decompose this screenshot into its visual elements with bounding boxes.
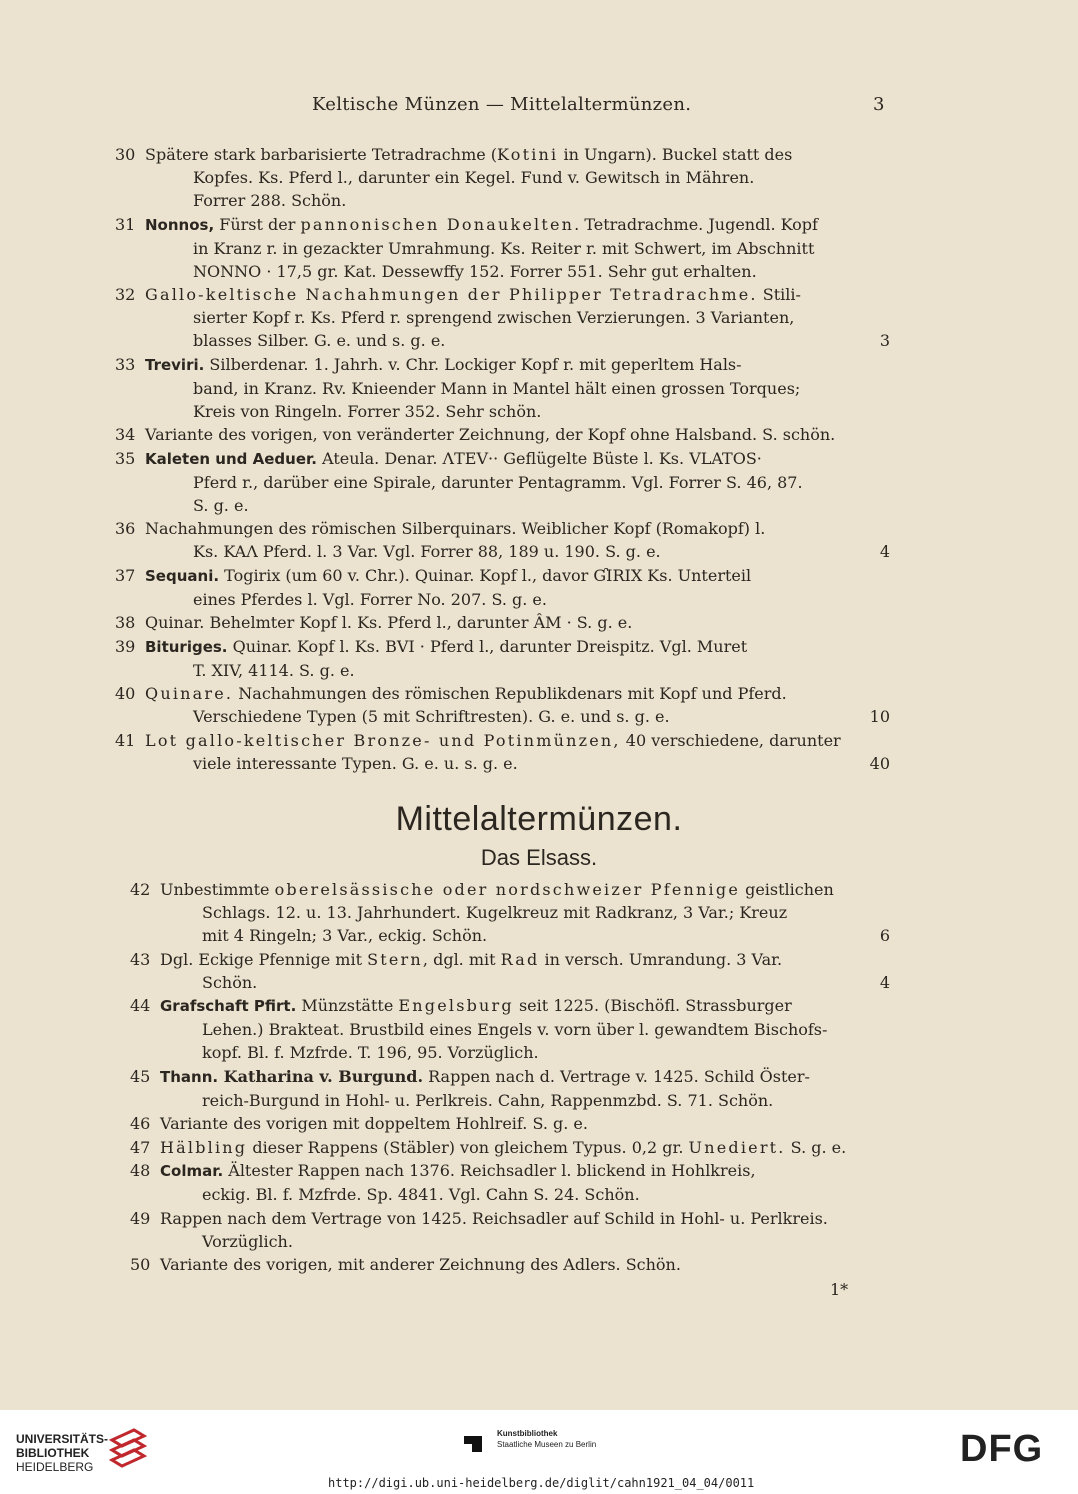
entry-line	[0, 189, 1078, 212]
entry-number: 50	[130, 1255, 151, 1274]
entry-line	[0, 447, 1078, 471]
entry-line	[0, 1136, 1078, 1159]
entry-number: 41	[115, 730, 136, 750]
entry-line	[0, 353, 1078, 377]
entry-text: Variante des vorigen, von veränderter Zeichnung, der Kopf ohne Halsband. S. schön.	[145, 425, 836, 444]
entry-text: eines Pferdes l. Vgl. Forrer No. 207. S. g. e.	[193, 589, 547, 609]
entry-text: Stili-	[757, 285, 801, 304]
entry-text: Grafschaft Pfirt.	[160, 997, 297, 1015]
catalogue-entry	[0, 1065, 1078, 1112]
footer-bar	[0, 1410, 1078, 1494]
entry-line	[0, 1230, 1078, 1253]
entry-line	[0, 306, 1078, 329]
entry-number: 40	[115, 684, 136, 703]
entry-line	[0, 948, 1078, 971]
entry-text: Hälbling	[160, 1137, 248, 1157]
entry-line	[0, 878, 1078, 901]
entry-text: Kaleten und Aeduer.	[145, 449, 317, 468]
entry-line	[0, 329, 1078, 352]
entry-text: Quinar. Kopf l. Ks. BVI · Pferd l., darunter Dreispitz. Vgl. Muret	[227, 636, 748, 656]
entry-text: Gallo-keltische Nachahmungen der Philipper Tetradrachme.	[145, 285, 758, 304]
entry-line	[0, 143, 1078, 166]
entry-text: Treviri.	[145, 355, 205, 374]
entry-text: oberelsässische oder nordschweizer Pfennige	[274, 880, 740, 899]
entry-text: Engelsburg	[398, 996, 514, 1015]
entry-text: . Tetradrachme. Jugendl. Kopf	[574, 214, 818, 234]
entry-text: , dgl. mit	[422, 949, 501, 969]
catalogue-entry	[0, 423, 1078, 446]
entry-line	[0, 213, 1078, 237]
entry-text: in Ungarn). Buckel statt des	[558, 145, 793, 164]
entry-line	[0, 1089, 1078, 1112]
entry-line	[0, 564, 1078, 588]
entry-text: Ältester Rappen nach 1376. Reichsadler l. blickend in Hohlkreis,	[223, 1161, 756, 1180]
catalogue-entries-alsace	[0, 878, 1078, 1277]
catalogue-entry	[0, 564, 1078, 611]
entry-number: 48	[130, 1161, 151, 1180]
catalogue-entry	[0, 1207, 1078, 1253]
entry-text: in versch. Umrandung. 3 Var.	[539, 949, 783, 969]
entry-price: 40	[869, 753, 890, 773]
entry-number: 36	[115, 519, 136, 538]
entry-line	[0, 682, 1078, 705]
uni-line-2: BIBLIOTHEK	[16, 1446, 90, 1460]
entry-number: 31	[115, 214, 136, 234]
entry-line	[0, 752, 1078, 775]
entry-text: Bituriges.	[145, 637, 228, 656]
entry-text: Ks. KAΛ Pferd. l. 3 Var. Vgl. Forrer 88, 189 u. 190. S. g. e.	[193, 542, 661, 561]
entry-line	[0, 471, 1078, 494]
entry-number: 30	[115, 145, 136, 164]
entry-text: S. g. e.	[785, 1137, 847, 1157]
entry-text: viele interessante Typen. G. e. u. s. g. e.	[193, 753, 518, 773]
entry-text: NONNO · 17,5 gr. Kat. Dessewffy 152. Forrer 551. Sehr gut erhalten.	[193, 261, 757, 281]
entry-text: Variante des vorigen mit doppeltem Hohlreif. S. g. e.	[160, 1114, 588, 1133]
entry-text: reich-Burgund in Hohl- u. Perlkreis. Cahn, Rappenmzbd. S. 71. Schön.	[202, 1090, 774, 1110]
catalogue-entry	[0, 353, 1078, 423]
entry-line	[0, 400, 1078, 423]
entry-text: Fürst der	[214, 214, 301, 234]
catalogue-entry	[0, 948, 1078, 994]
entry-text: kopf. Bl. f. Mzfrde. T. 196, 95. Vorzüglich.	[202, 1043, 539, 1062]
entry-text: Quinar. Behelmter Kopf l. Ks. Pferd l., darunter ÂM · S. g. e.	[145, 613, 633, 632]
entry-number: 39	[115, 636, 136, 656]
subsection-heading: Das Elsass.	[480, 845, 598, 870]
entry-line	[0, 1041, 1078, 1064]
entry-text: Schön.	[202, 972, 258, 992]
uni-line-3: HEIDELBERG	[16, 1460, 94, 1474]
entry-text: Spätere stark barbarisierte Tetradrachme (	[145, 145, 498, 164]
catalogue-entry	[0, 1159, 1078, 1206]
entry-line	[0, 971, 1078, 994]
entry-price: 4	[879, 542, 890, 561]
university-library-logo[interactable]	[16, 1432, 108, 1474]
entry-text: 40 verschiedene, darunter	[620, 730, 841, 750]
entry-text: Münzstätte	[296, 996, 399, 1015]
catalogue-entry	[0, 878, 1078, 947]
entry-line	[0, 260, 1078, 283]
uni-line-1: UNIVERSITÄTS-	[16, 1432, 109, 1446]
entry-line	[0, 377, 1078, 400]
entry-text: dieser Rappens (Stäbler) von gleichem Typus. 0,2 gr.	[247, 1137, 689, 1157]
entry-line	[0, 1018, 1078, 1041]
entry-text: Unediert.	[688, 1137, 786, 1157]
entry-line	[0, 283, 1078, 306]
catalogue-entry	[0, 635, 1078, 682]
catalogue-entry	[0, 143, 1078, 212]
permalink-url[interactable]: http://digi.ub.uni-heidelberg.de/diglit/cahn1921_04_04/0011	[328, 1476, 755, 1490]
library-mark-icon	[104, 1426, 150, 1472]
entry-text: Sequani.	[145, 566, 220, 585]
entry-text: in Kranz r. in gezackter Umrahmung. Ks. Reiter r. mit Schwert, im Abschnitt	[193, 238, 815, 258]
entry-line	[0, 588, 1078, 611]
entry-number: 42	[130, 880, 151, 899]
entry-price: 3	[879, 331, 890, 350]
entry-text: mit 4 Ringeln; 3 Var., eckig. Schön.	[202, 926, 488, 945]
entry-text: Ateula. Denar. ΛTEV·· Geflügelte Büste l. Ks. VLATOS·	[316, 448, 762, 468]
kb-title: Kunstbibliothek	[497, 1429, 558, 1438]
entry-text: Vorzüglich.	[202, 1231, 293, 1251]
entry-line	[0, 611, 1078, 634]
catalogue-entry	[0, 517, 1078, 563]
entry-line	[0, 1112, 1078, 1135]
entry-text: Pferd r., darüber eine Spirale, darunter Pentagramm. Vgl. Forrer S. 46, 87.	[193, 472, 803, 492]
entry-line	[0, 659, 1078, 682]
entry-text: Lot gallo-keltischer Bronze- und Potinmünzen,	[145, 730, 621, 750]
entry-number: 34	[115, 425, 136, 444]
entry-line	[0, 1207, 1078, 1230]
entry-line	[0, 517, 1078, 540]
entry-text: sierter Kopf r. Ks. Pferd r. sprengend zwischen Verzierungen. 3 Varianten,	[193, 308, 795, 327]
entry-text: pannonischen Donaukelten	[300, 214, 575, 234]
entry-price: 10	[869, 707, 890, 726]
entry-line	[0, 1159, 1078, 1183]
entry-text: Nachahmungen des römischen Republikdenars mit Kopf und Pferd.	[233, 684, 787, 703]
catalogue-entry	[0, 682, 1078, 728]
catalogue-entry	[0, 1253, 1078, 1276]
entry-number: 37	[115, 565, 136, 585]
entry-line	[0, 1183, 1078, 1206]
kunstbibliothek-logo[interactable]	[497, 1428, 596, 1450]
entry-text: Forrer 288. Schön.	[193, 191, 347, 210]
entry-number: 45	[130, 1066, 151, 1086]
catalogue-entry	[0, 729, 1078, 775]
entry-number: 49	[130, 1208, 151, 1228]
kb-subtitle: Staatliche Museen zu Berlin	[497, 1440, 597, 1449]
entry-text: Rappen nach d. Vertrage v. 1425. Schild Öster-	[423, 1066, 810, 1086]
catalogue-entry	[0, 1112, 1078, 1135]
sheet-signature: 1*	[830, 1280, 849, 1299]
entry-text: Kreis von Ringeln. Forrer 352. Sehr schön.	[193, 401, 542, 421]
entry-text: Katharina v. Burgund.	[218, 1066, 424, 1086]
entry-text: Quinare.	[145, 684, 234, 703]
entry-line	[0, 237, 1078, 260]
entry-line	[0, 924, 1078, 947]
entry-line	[0, 423, 1078, 446]
entry-text: seit 1225. (Bischöfl. Strassburger	[513, 996, 792, 1015]
entry-number: 33	[115, 354, 136, 374]
entry-line	[0, 729, 1078, 752]
catalogue-entries-celtic	[0, 143, 1078, 775]
entry-text: Kopfes. Ks. Pferd l., darunter ein Kegel. Fund v. Gewitsch in Mähren.	[193, 168, 755, 187]
entry-line	[0, 494, 1078, 517]
catalogue-entry	[0, 611, 1078, 634]
entry-text: geistlichen	[739, 880, 834, 899]
entry-text: Silberdenar. 1. Jahrh. v. Chr. Lockiger Kopf r. mit geperltem Hals-	[204, 354, 742, 374]
entry-number: 44	[130, 996, 151, 1015]
entry-text: band, in Kranz. Rv. Knieender Mann in Mantel hält einen grossen Torques;	[193, 378, 801, 398]
entry-text: Nachahmungen des römischen Silberquinars. Weiblicher Kopf (Romakopf) l.	[145, 519, 766, 538]
dfg-logo[interactable]: DFG	[960, 1428, 1044, 1470]
entry-line	[0, 994, 1078, 1018]
entry-text: Togirix (um 60 v. Chr.). Quinar. Kopf l., davor ƓIRIX Ks. Unterteil	[219, 565, 752, 585]
entry-text: Rappen nach dem Vertrage von 1425. Reichsadler auf Schild in Hohl- u. Perlkreis.	[160, 1208, 828, 1228]
entry-number: 35	[115, 448, 136, 468]
entry-price: 4	[879, 972, 890, 992]
kunstbibliothek-mark-icon	[462, 1432, 484, 1454]
entry-number: 38	[115, 613, 136, 632]
entry-price: 6	[879, 926, 890, 945]
entry-text: Variante des vorigen, mit anderer Zeichnung des Adlers. Schön.	[160, 1255, 681, 1274]
catalogue-entry	[0, 213, 1078, 283]
entry-line	[0, 705, 1078, 728]
entry-text: Nonnos,	[145, 215, 215, 234]
entry-text: S. g. e.	[193, 495, 249, 515]
entry-text: Schlags. 12. u. 13. Jahrhundert. Kugelkreuz mit Radkranz, 3 Var.; Kreuz	[202, 903, 788, 922]
entry-text: Colmar.	[160, 1162, 224, 1180]
entry-text: Dgl. Eckige Pfennige mit	[160, 949, 368, 969]
entry-text: eckig. Bl. f. Mzfrde. Sp. 4841. Vgl. Cahn S. 24. Schön.	[202, 1185, 640, 1204]
entry-number: 43	[130, 949, 151, 969]
catalogue-entry	[0, 283, 1078, 352]
entry-number: 47	[130, 1137, 151, 1157]
entry-text: Lehen.) Brakteat. Brustbild eines Engels v. vorn über l. gewandtem Bischofs-	[202, 1020, 828, 1039]
catalogue-entry	[0, 1136, 1078, 1159]
entry-text: Thann.	[160, 1067, 219, 1086]
entry-text: Unbestimmte	[160, 880, 275, 899]
page-number: 3	[873, 94, 885, 115]
entry-text: Verschiedene Typen (5 mit Schriftresten). G. e. und s. g. e.	[193, 707, 670, 726]
entry-line	[0, 166, 1078, 189]
entry-text: blasses Silber. G. e. und s. g. e.	[193, 331, 446, 350]
entry-text: Rad	[500, 949, 540, 969]
entry-text: T. XIV, 4114. S. g. e.	[193, 660, 355, 680]
entry-line	[0, 1253, 1078, 1276]
entry-number: 32	[115, 285, 136, 304]
catalogue-entry	[0, 994, 1078, 1064]
entry-number: 46	[130, 1114, 151, 1133]
running-head: Keltische Münzen — Mittelaltermünzen.	[312, 94, 692, 115]
entry-line	[0, 901, 1078, 924]
entry-line	[0, 540, 1078, 563]
entry-text: Stern	[367, 949, 423, 969]
catalogue-entry	[0, 447, 1078, 517]
entry-text: Kotini	[497, 145, 559, 164]
entry-line	[0, 635, 1078, 659]
section-heading: Mittelaltermünzen.	[395, 800, 683, 838]
entry-line	[0, 1065, 1078, 1089]
